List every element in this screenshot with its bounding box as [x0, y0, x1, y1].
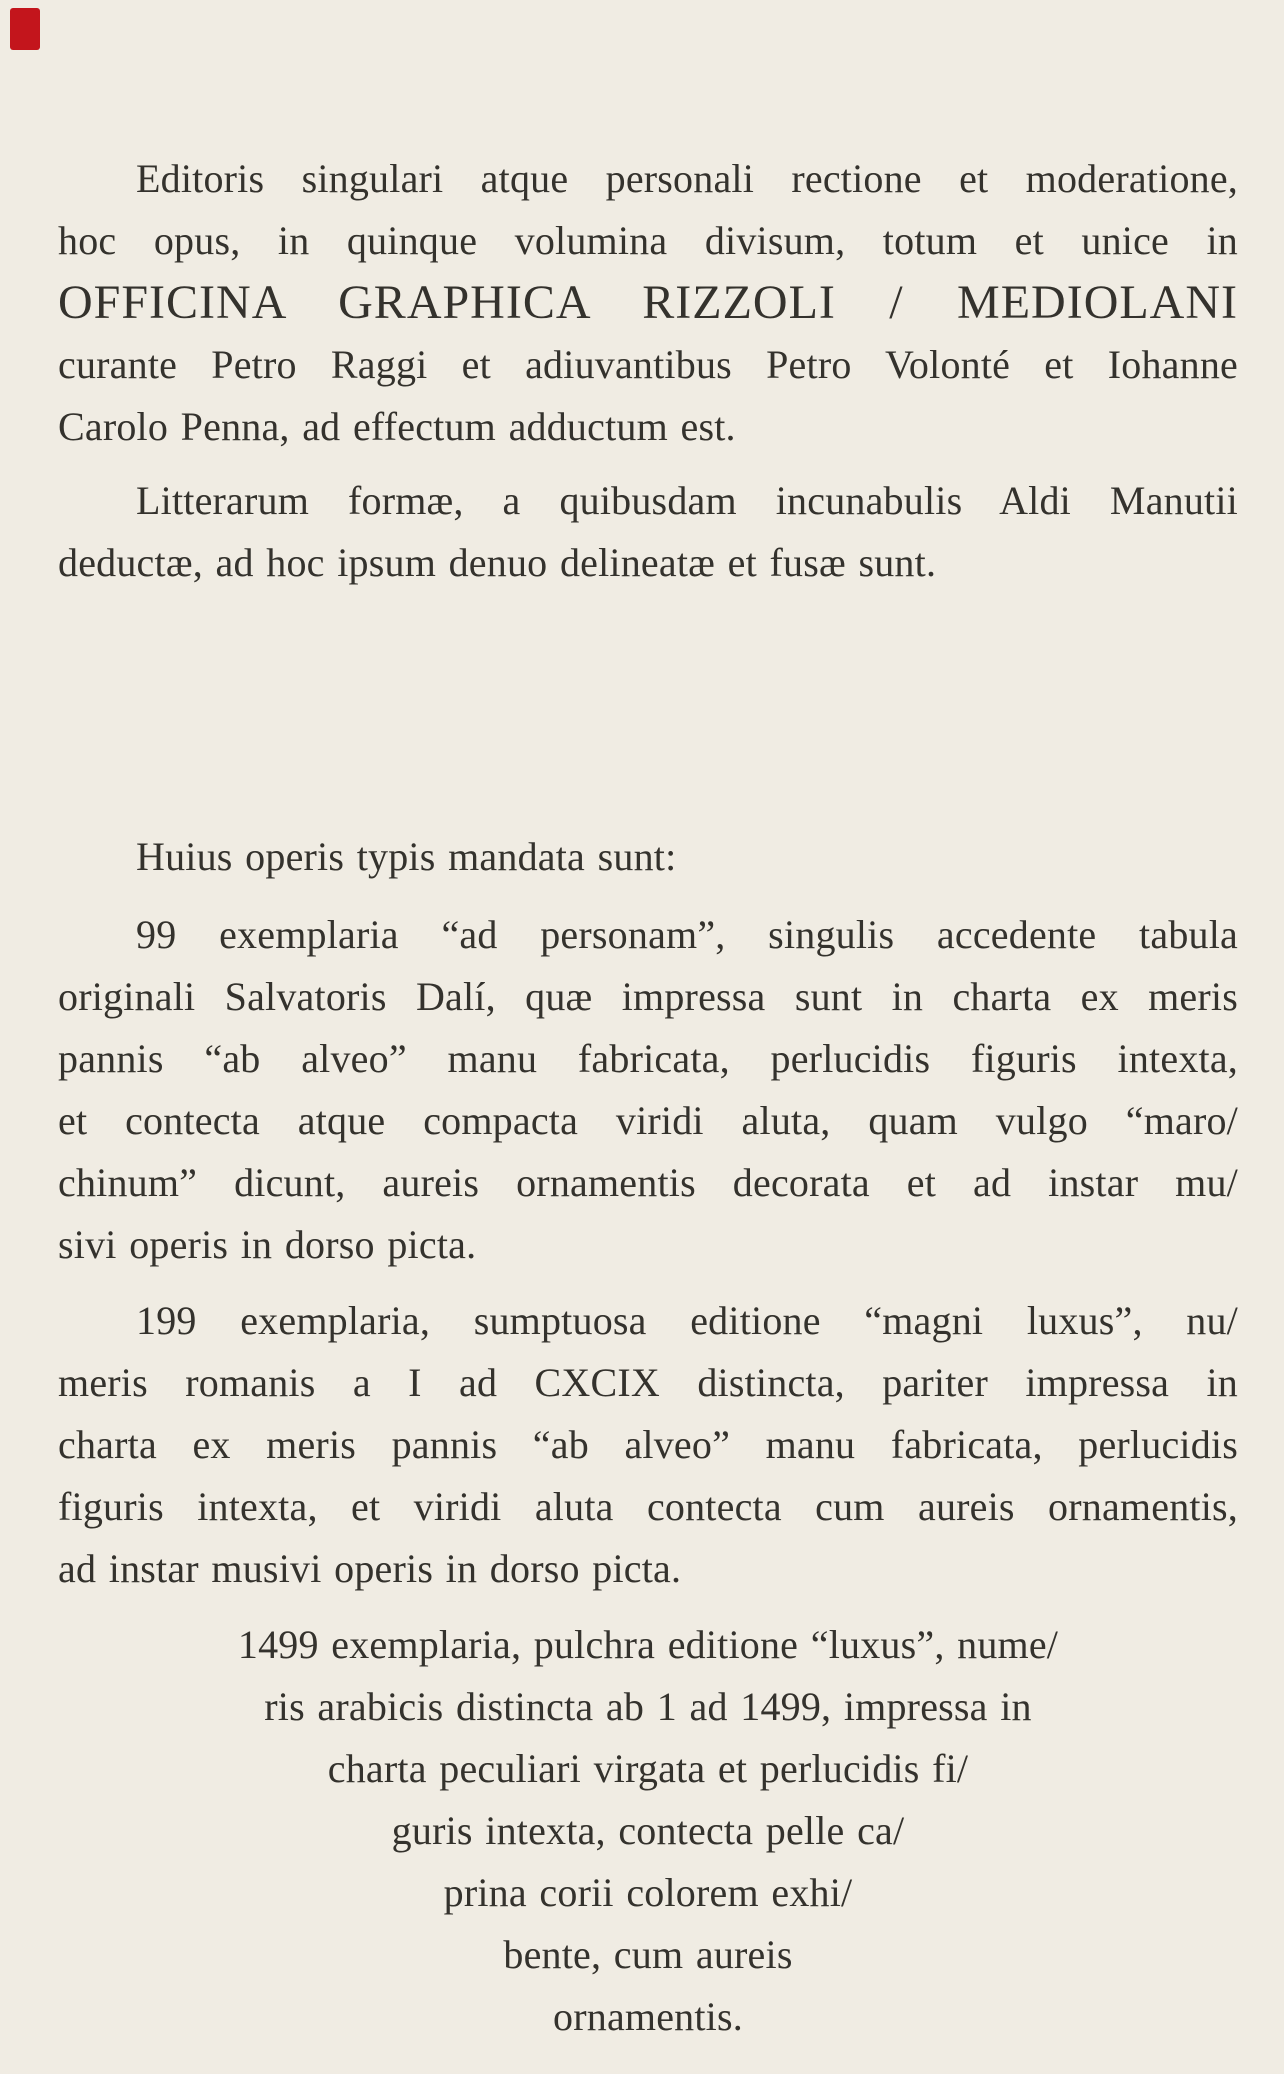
colophon-line: Editoris singulari atque personali rectione et moderatione,: [136, 156, 1238, 201]
colophon-line: guris intexta, contecta pelle ca/: [391, 1808, 905, 1853]
colophon-line: originali Salvatoris Dalí, quæ impressa sunt in charta ex meris: [58, 974, 1238, 1019]
printer-name-line: OFFICINA GRAPHICA RIZZOLI / MEDIOLANI: [58, 276, 1238, 329]
colophon-line: 199 exemplaria, sumptuosa editione “magni luxus”, nu/: [136, 1298, 1238, 1343]
edition-heading: Huius operis typis mandata sunt:: [136, 834, 677, 879]
colophon-line: meris romanis a I ad CXCIX distincta, pariter impressa in: [58, 1360, 1238, 1405]
colophon-line: bente, cum aureis: [503, 1932, 793, 1977]
colophon-line: Litterarum formæ, a quibusdam incunabulis Aldi Manutii: [136, 478, 1238, 523]
red-mark: [10, 8, 40, 50]
colophon-line: hoc opus, in quinque volumina divisum, totum et unice in: [58, 218, 1238, 263]
paragraph-1499-exemplaria: [58, 1614, 1238, 2048]
colophon-line: et contecta atque compacta viridi aluta, quam vulgo “maro/: [58, 1098, 1238, 1143]
colophon-line: ornamentis.: [553, 1994, 743, 2039]
paragraph-99-exemplaria: [58, 904, 1238, 1276]
colophon-line: 99 exemplaria “ad personam”, singulis accedente tabula: [136, 912, 1238, 957]
colophon-line: ris arabicis distincta ab 1 ad 1499, impressa in: [264, 1684, 1032, 1729]
colophon-line: ad instar musivi operis in dorso picta.: [58, 1546, 682, 1591]
paragraph-typeface: [58, 470, 1238, 594]
colophon-line: figuris intexta, et viridi aluta contecta cum aureis ornamentis,: [58, 1484, 1238, 1529]
colophon-line: charta ex meris pannis “ab alveo” manu fabricata, perlucidis: [58, 1422, 1238, 1467]
colophon-line: pannis “ab alveo” manu fabricata, perlucidis figuris intexta,: [58, 1036, 1238, 1081]
colophon-line: chinum” dicunt, aureis ornamentis decorata et ad instar mu/: [58, 1160, 1238, 1205]
paragraph-199-exemplaria: [58, 1290, 1238, 1600]
colophon-line: sivi operis in dorso picta.: [58, 1222, 477, 1267]
colophon-line: 1499 exemplaria, pulchra editione “luxus”, nume/: [237, 1622, 1059, 1667]
colophon-line: prina corii colorem exhi/: [443, 1870, 853, 1915]
colophon-line: charta peculiari virgata et perlucidis fi/: [327, 1746, 969, 1791]
colophon-line: curante Petro Raggi et adiuvantibus Petro Volonté et Iohanne: [58, 342, 1238, 387]
edition-heading-block: [58, 826, 1238, 888]
colophon-line: deductæ, ad hoc ipsum denuo delineatæ et fusæ sunt.: [58, 540, 937, 585]
paragraph-production: [58, 148, 1238, 458]
colophon-line: Carolo Penna, ad effectum adductum est.: [58, 404, 736, 449]
